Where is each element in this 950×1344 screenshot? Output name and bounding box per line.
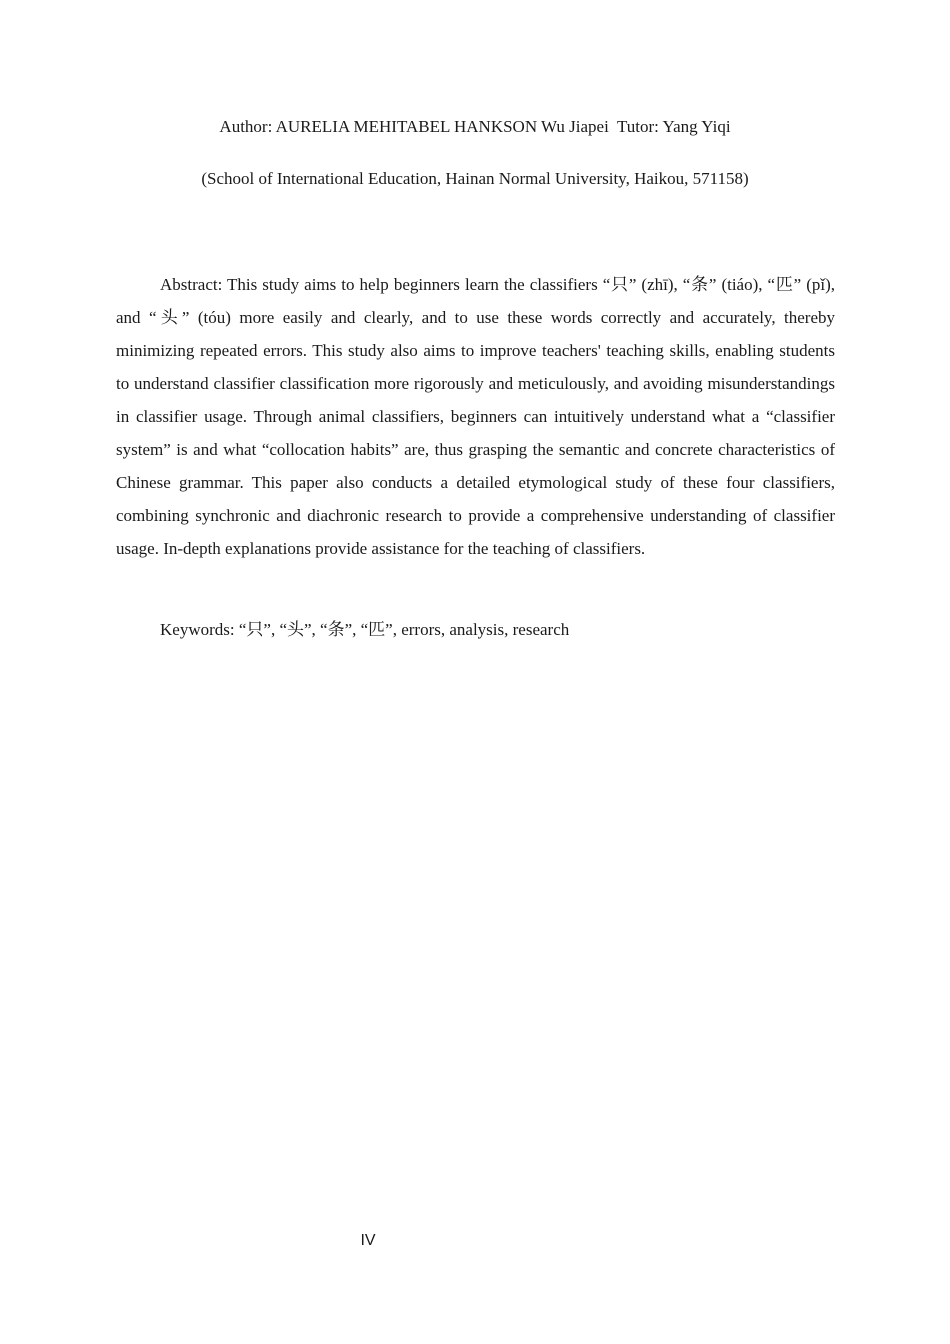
author-line: Author: AURELIA MEHITABEL HANKSON Wu Jiapei Tutor: Yang Yiqi: [219, 117, 731, 136]
page-number: IV: [360, 1232, 376, 1249]
keywords-line: Keywords: “只”, “头”, “条”, “匹”, errors, analysis, research: [160, 620, 570, 639]
abstract-paragraph: Abstract: This study aims to help beginners learn the classifiers “只” (zhī), “条” (tiáo), “匹” (pǐ), and “头” (tóu) more easily and clearly, and to use these words correctly and accurately, thereby minimizing repeated errors. This study also aims to improve teachers' teaching skills, enabling students to understand classifier classification more rigorously and meticulously, and avoiding misunderstandings in classifier usage. Through animal classifiers, beginners can intuitively understand what a “classifier system” is and what “collocation habits” are, thus grasping the semantic and concrete characteristics of Chinese grammar. This paper also conducts a detailed etymological study of these four classifiers, combining synchronic and diachronic research to provide a comprehensive understanding of classifier usage. In-depth explanations provide assistance for the teaching of classifiers.: [116, 275, 835, 558]
affiliation-line: (School of International Education, Hainan Normal University, Haikou, 571158): [201, 169, 749, 188]
